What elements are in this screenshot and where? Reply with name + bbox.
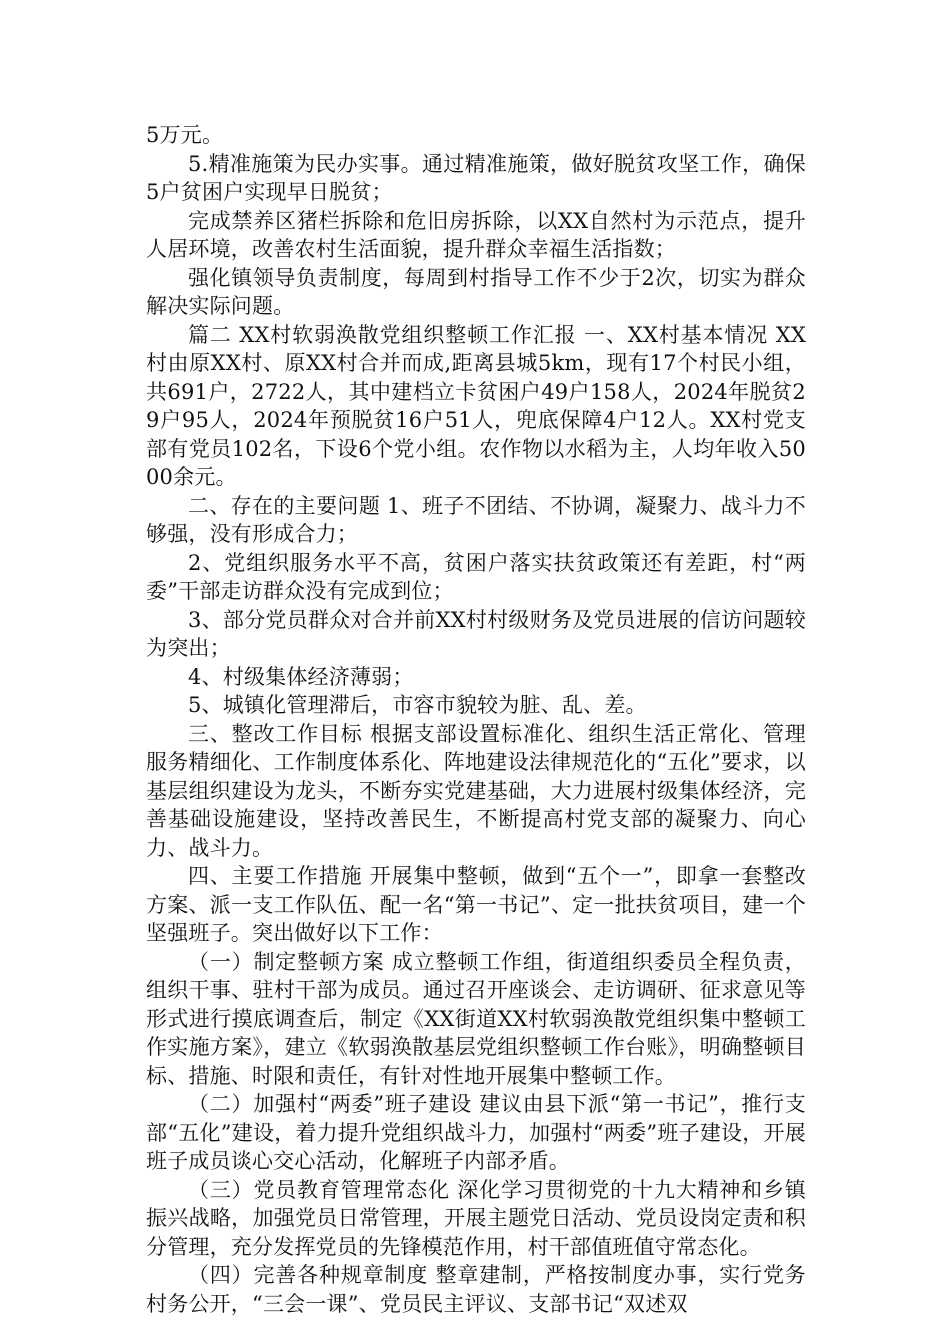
paragraph-section-two: 篇二 XX村软弱涣散党组织整顿工作汇报 一、XX村基本情况 XX村由原XX村、原XX村合并而成,距离县城5km，现有17个村民小组，共691户，2722人，其中建档立卡贫困户49户158人，2024年脱贫29户95人，2024年预脱贫16户51人，兜底保障4户12人。XX村党支部有党员102名，下设6个党小组。农作物以水稻为主，人均年收入5000余元。 <box>146 322 806 489</box>
paragraph-measure-3: （三）党员教育管理常态化 深化学习贯彻党的十九大精神和乡镇振兴战略，加强党员日常管理，开展主题党日活动、党员设岗定责和积分管理，充分发挥党员的先锋模范作用，村干部值班值守常态化。 <box>146 1177 806 1259</box>
paragraph-problems-heading: 二、存在的主要问题 1、班子不团结、不协调，凝聚力、战斗力不够强，没有形成合力； <box>146 493 806 546</box>
paragraph-2: 5.精准施策为民办实事。通过精准施策，做好脱贫攻坚工作，确保5户贫困户实现早日脱贫； <box>146 151 806 204</box>
paragraph-measure-4: （四）完善各种规章制度 整章建制，严格按制度办事，实行党务村务公开，“三会一课”、党员民主评议、支部书记“双述双 <box>146 1263 806 1316</box>
paragraph-problem-5: 5、城镇化管理滞后，市容市貌较为脏、乱、差。 <box>188 693 647 717</box>
paragraph-1: 5万元。 <box>146 123 224 147</box>
paragraph-4: 强化镇领导负责制度，每周到村指导工作不少于2次，切实为群众解决实际问题。 <box>146 265 806 318</box>
paragraph-problem-2: 2、党组织服务水平不高，贫困户落实扶贫政策还有差距，村“两委”干部走访群众没有完成到位； <box>146 550 806 603</box>
paragraph-problem-3: 3、部分党员群众对合并前XX村村级财务及党员进展的信访问题较为突出； <box>146 607 806 660</box>
document-body <box>146 121 806 1318</box>
paragraph-measure-1: （一）制定整顿方案 成立整顿工作组，街道组织委员全程负责，组织干事、驻村干部为成员。通过召开座谈会、走访调研、征求意见等形式进行摸底调查后，制定《XX街道XX村软弱涣散党组织集中整顿工作实施方案》，建立《软弱涣散基层党组织整顿工作台账》，明确整顿目标、措施、时限和责任，有针对性地开展集中整顿工作。 <box>146 949 806 1088</box>
paragraph-goals: 三、整改工作目标 根据支部设置标准化、组织生活正常化、管理服务精细化、工作制度体系化、阵地建设法律规范化的“五化”要求，以基层组织建设为龙头，不断夯实党建基础，大力进展村级集体经济，完善基础设施建设，坚持改善民生，不断提高村党支部的凝聚力、向心力、战斗力。 <box>146 721 806 860</box>
paragraph-problem-4: 4、村级集体经济薄弱； <box>188 664 414 689</box>
paragraph-measures: 四、主要工作措施 开展集中整顿，做到“五个一”，即拿一套整改方案、派一支工作队伍、配一名“第一书记”、定一批扶贫项目，建一个坚强班子。突出做好以下工作： <box>146 864 806 945</box>
paragraph-measure-2: （二）加强村“两委”班子建设 建议由县下派“第一书记”，推行支部“五化”建设，着力提升党组织战斗力，加强村“两委”班子建设，开展班子成员谈心交心活动，化解班子内部矛盾。 <box>146 1092 806 1173</box>
paragraph-3: 完成禁养区猪栏拆除和危旧房拆除，以XX自然村为示范点，提升人居环境，改善农村生活面貌，提升群众幸福生活指数； <box>146 208 806 261</box>
